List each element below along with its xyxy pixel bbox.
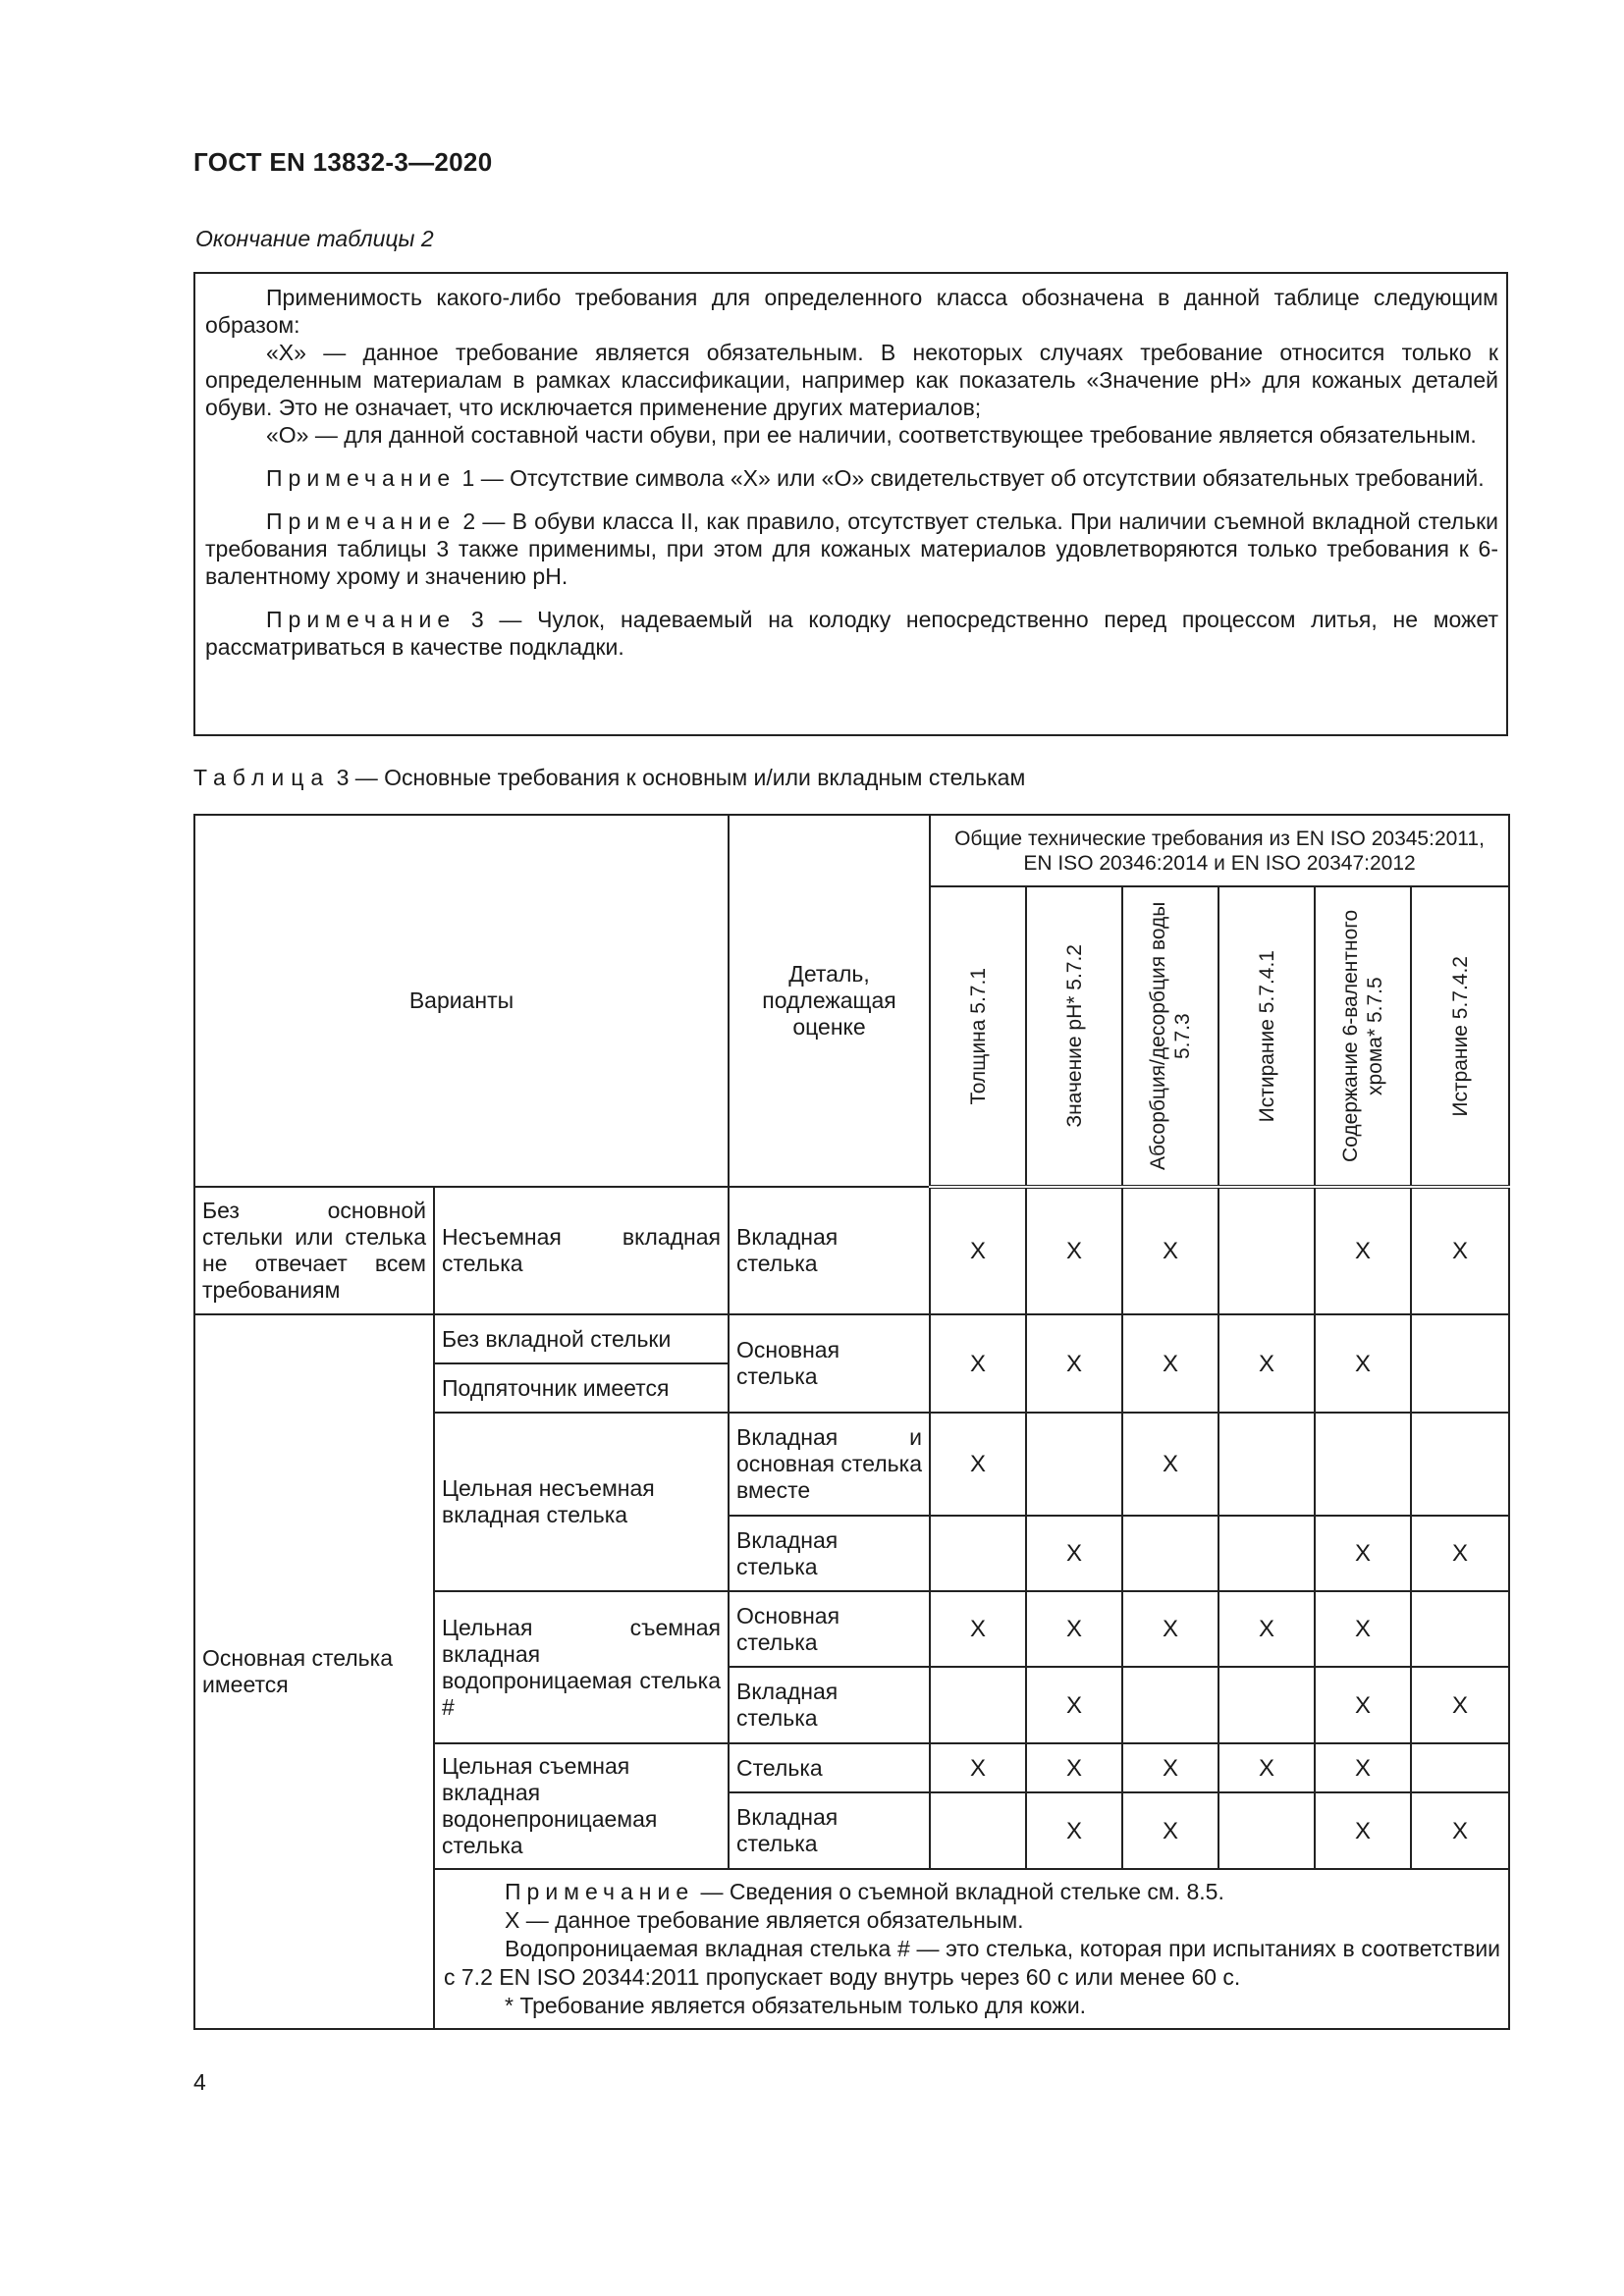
table3-caption <box>193 765 1025 791</box>
table3 <box>193 814 1510 2030</box>
caption-label: Таблица <box>193 765 331 790</box>
mark-cell: X <box>1315 1516 1411 1591</box>
empty-cell <box>1026 1413 1122 1516</box>
note-label: Примечание <box>266 607 457 632</box>
empty-cell <box>930 1516 1026 1591</box>
note-text: 2 — В обуви класса II, как правило, отсутствует стелька. При наличии съемной вкладной стельки требования таблицы 3 также применимы, при этом для кожаных материалов удовлетворяются только требования к 6-валентному хрому и значению pH. <box>205 508 1498 589</box>
table-row <box>194 1187 1509 1314</box>
detail-cell: Вкладная стелька <box>729 1187 930 1314</box>
mark-cell: X <box>1026 1667 1122 1743</box>
notes-paragraph: «X» — данное требование является обязательным. В некоторых случаях требование относится только к определенным материалам в рамках классификации, например как показатель «Значение pH» для кожаных деталей обуви. Это не означает, что исключается применение других материалов; <box>205 340 1498 420</box>
mark-cell: X <box>930 1591 1026 1667</box>
mark-cell: X <box>1026 1516 1122 1591</box>
group-label: Без основной стельки или стелька не отвечает всем требованиям <box>194 1187 434 1314</box>
mark-cell: X <box>1026 1792 1122 1869</box>
note-text: 1 — Отсутствие символа «X» или «О» свидетельствует об отсутствии обязательных требований. <box>456 465 1485 491</box>
mark-cell: X <box>1122 1413 1218 1516</box>
table-continuation-label: Окончание таблицы 2 <box>195 226 434 251</box>
mark-cell: X <box>1411 1667 1509 1743</box>
table-row <box>194 1314 1509 1363</box>
mark-cell: X <box>1026 1187 1122 1314</box>
mark-cell: X <box>1122 1314 1218 1413</box>
mark-cell: X <box>1411 1792 1509 1869</box>
variant-cell: Цельная съемная вкладная водопроницаемая стелька # <box>434 1591 729 1743</box>
header-col-abrasion-1: Истирание 5.7.4.1 <box>1218 886 1315 1187</box>
variant-cell: Без вкладной стельки <box>434 1314 729 1363</box>
footnote: Примечание — Сведения о съемной вкладной стельке см. 8.5. <box>505 1879 1224 1904</box>
mark-cell: X <box>1122 1743 1218 1792</box>
mark-cell: X <box>1315 1743 1411 1792</box>
group-label: Основная стелька имеется <box>194 1314 434 2029</box>
empty-cell <box>1218 1413 1315 1516</box>
mark-cell: X <box>930 1743 1026 1792</box>
empty-cell <box>930 1792 1026 1869</box>
mark-cell: X <box>1315 1667 1411 1743</box>
empty-cell <box>1218 1516 1315 1591</box>
detail-cell: Вкладная стелька <box>729 1792 930 1869</box>
note-text: 3 — Чулок, надеваемый на колодку непосредственно перед процессом литья, не может рассматриваться в качестве подкладки. <box>205 607 1498 660</box>
note-2 <box>205 507 1498 590</box>
variant-cell: Цельная несъемная вкладная стелька <box>434 1413 729 1591</box>
mark-cell: X <box>930 1314 1026 1413</box>
note-label: Примечание <box>266 465 457 491</box>
detail-cell: Основная стелька <box>729 1314 930 1413</box>
mark-cell: X <box>1218 1314 1315 1413</box>
empty-cell <box>1122 1667 1218 1743</box>
page-number: 4 <box>193 2069 206 2095</box>
table-footnotes <box>434 1869 1509 2029</box>
footnote: * Требование является обязательным только для кожи. <box>505 1993 1087 2018</box>
note-3 <box>205 606 1498 661</box>
mark-cell: X <box>1122 1591 1218 1667</box>
mark-cell: X <box>1026 1314 1122 1413</box>
header-col-abrasion-2: Истрание 5.7.4.2 <box>1411 886 1509 1187</box>
empty-cell <box>1218 1792 1315 1869</box>
header-detail: Деталь, подлежащая оценке <box>729 815 930 1187</box>
footnote: X — данное требование является обязательным. <box>505 1907 1024 1933</box>
mark-cell: X <box>1026 1591 1122 1667</box>
footnote: Водопроницаемая вкладная стелька # — это стелька, которая при испытаниях в соответствии с 7.2 EN ISO 20344:2011 пропускает воду внутрь через 60 с или менее 60 с. <box>444 1936 1501 1990</box>
variant-cell: Подпяточник имеется <box>434 1363 729 1413</box>
empty-cell <box>1411 1591 1509 1667</box>
mark-cell: X <box>1315 1591 1411 1667</box>
table-header-row <box>194 815 1509 886</box>
mark-cell: X <box>1218 1591 1315 1667</box>
mark-cell: X <box>930 1187 1026 1314</box>
mark-cell: X <box>1026 1743 1122 1792</box>
variant-cell: Цельная съемная вкладная водонепроницаемая стелька <box>434 1743 729 1869</box>
variant-cell: Несъемная вкладная стелька <box>434 1187 729 1314</box>
note-label: Примечание <box>266 508 457 534</box>
mark-cell: X <box>1411 1187 1509 1314</box>
detail-cell: Вкладная стелька <box>729 1667 930 1743</box>
header-col-water-absorption: Абсорбция/десорбция воды 5.7.3 <box>1122 886 1218 1187</box>
notes-paragraph: «О» — для данной составной части обуви, при ее наличии, соответствующее требование является обязательным. <box>266 422 1477 448</box>
empty-cell <box>1411 1413 1509 1516</box>
empty-cell <box>1122 1516 1218 1591</box>
header-variants: Варианты <box>194 815 729 1187</box>
empty-cell <box>1411 1314 1509 1413</box>
caption-text: 3 — Основные требования к основным и/или вкладным стелькам <box>330 765 1026 790</box>
mark-cell: X <box>1122 1792 1218 1869</box>
notes-paragraph: Применимость какого-либо требования для определенного класса обозначена в данной таблице следующим образом: <box>205 285 1498 338</box>
empty-cell <box>930 1667 1026 1743</box>
header-col-ph: Значение pH* 5.7.2 <box>1026 886 1122 1187</box>
header-col-chromium: Содержание 6-валентного хрома* 5.7.5 <box>1315 886 1411 1187</box>
empty-cell <box>1315 1413 1411 1516</box>
detail-cell: Основная стелька <box>729 1591 930 1667</box>
mark-cell: X <box>930 1413 1026 1516</box>
detail-cell: Стелька <box>729 1743 930 1792</box>
note-1 <box>205 464 1498 492</box>
header-general-requirements: Общие технические требования из EN ISO 20345:2011, EN ISO 20346:2014 и EN ISO 20347:2012 <box>930 815 1509 886</box>
mark-cell: X <box>1218 1743 1315 1792</box>
table2-notes-box <box>193 272 1508 736</box>
mark-cell: X <box>1122 1187 1218 1314</box>
mark-cell: X <box>1315 1314 1411 1413</box>
mark-cell: X <box>1315 1792 1411 1869</box>
mark-cell: X <box>1315 1187 1411 1314</box>
mark-cell: X <box>1411 1516 1509 1591</box>
empty-cell <box>1218 1187 1315 1314</box>
header-col-thickness: Толщина 5.7.1 <box>930 886 1026 1187</box>
detail-cell: Вкладная стелька <box>729 1516 930 1591</box>
empty-cell <box>1218 1667 1315 1743</box>
empty-cell <box>1411 1743 1509 1792</box>
footnote-label: Примечание <box>505 1879 695 1904</box>
document-header: ГОСТ EN 13832-3—2020 <box>193 147 493 177</box>
detail-cell: Вкладная и основная стелька вместе <box>729 1413 930 1516</box>
